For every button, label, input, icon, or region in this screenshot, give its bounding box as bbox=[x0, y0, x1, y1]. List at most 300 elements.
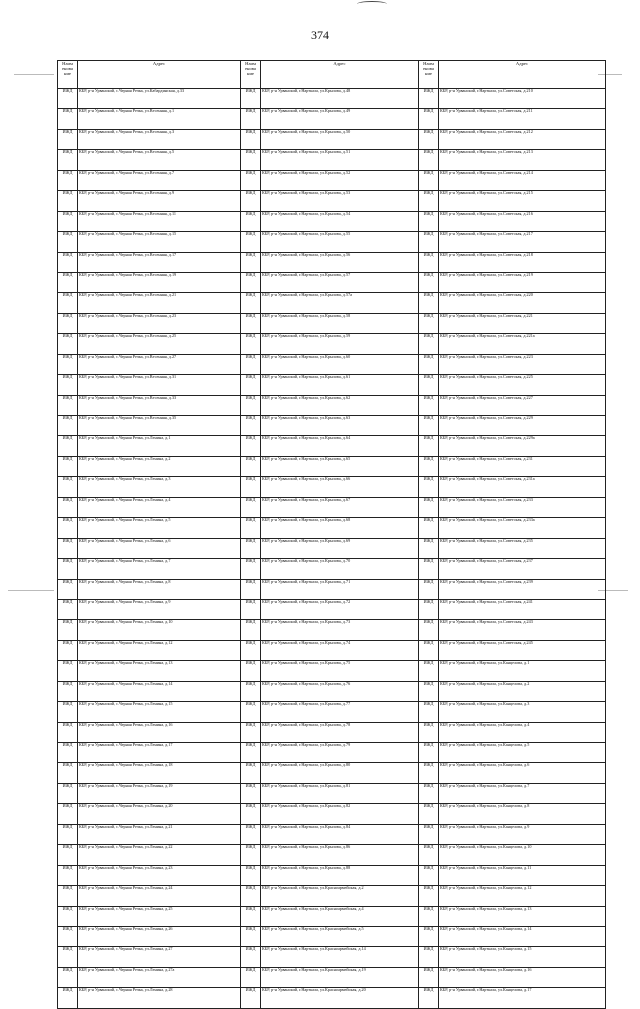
table-row bbox=[58, 661, 606, 681]
cell-type: ИЖД bbox=[419, 518, 439, 538]
cell-address: КБР, р-н Урванский, г.Нарткала, ул.Крылова, д.78 bbox=[261, 722, 419, 742]
cell-type: ИЖД bbox=[241, 456, 261, 476]
cell-address: КБР, р-н Урванский, г.Нарткала, ул.Крылова, д.52 bbox=[261, 170, 419, 190]
cell-type: ИЖД bbox=[241, 293, 261, 313]
cell-address: КБР, р-н Урванский, с.Черная Речка, ул.Весенняя, д.7 bbox=[78, 170, 241, 190]
cell-address: КБР, р-н Урванский, с.Черная Речка, ул.Весенняя, д.15 bbox=[78, 232, 241, 252]
cell-address: КБР, р-н Урванский, г.Нарткала, ул.Крылова, д.50 bbox=[261, 129, 419, 149]
header-address-3: Адрес bbox=[439, 61, 606, 89]
cell-type: ИЖД bbox=[241, 620, 261, 640]
cell-type: ИЖД bbox=[419, 109, 439, 129]
table-header-row bbox=[58, 61, 606, 89]
cell-type: ИЖД bbox=[419, 743, 439, 763]
cell-type: ИЖД bbox=[58, 416, 78, 436]
table-body bbox=[58, 89, 606, 1009]
cell-type: ИЖД bbox=[58, 599, 78, 619]
cell-type: ИЖД bbox=[58, 824, 78, 844]
cell-type: ИЖД bbox=[241, 906, 261, 926]
cell-type: ИЖД bbox=[419, 456, 439, 476]
table-row bbox=[58, 702, 606, 722]
cell-type: ИЖД bbox=[419, 967, 439, 987]
cell-type: ИЖД bbox=[241, 518, 261, 538]
table-row bbox=[58, 947, 606, 967]
cell-address: КБР, р-н Урванский, г.Нарткала, ул.Крылова, д.86 bbox=[261, 845, 419, 865]
cell-address: КБР, р-н Урванский, г.Нарткала, ул.Советская, д.220 bbox=[439, 293, 606, 313]
cell-address: КБР, р-н Урванский, г.Нарткала, ул.Крылова, д.69 bbox=[261, 538, 419, 558]
cell-type: ИЖД bbox=[58, 579, 78, 599]
cell-address: КБР, р-н Урванский, с.Черная Речка, ул.Весенняя, д.21 bbox=[78, 293, 241, 313]
cell-address: КБР, р-н Урванский, г.Нарткала, ул.Крылова, д.72 bbox=[261, 599, 419, 619]
cell-type: ИЖД bbox=[58, 109, 78, 129]
cell-type: ИЖД bbox=[58, 865, 78, 885]
cell-type: ИЖД bbox=[58, 559, 78, 579]
table-row bbox=[58, 191, 606, 211]
cell-type: ИЖД bbox=[58, 722, 78, 742]
cell-type: ИЖД bbox=[58, 89, 78, 109]
cell-type: ИЖД bbox=[419, 702, 439, 722]
cell-type: ИЖД bbox=[58, 456, 78, 476]
cell-type: ИЖД bbox=[58, 395, 78, 415]
cell-type: ИЖД bbox=[419, 211, 439, 231]
cell-type: ИЖД bbox=[241, 783, 261, 803]
cell-type: ИЖД bbox=[58, 211, 78, 231]
cell-address: КБР, р-н Урванский, г.Нарткала, ул.Советская, д.229 bbox=[439, 416, 606, 436]
table-row bbox=[58, 926, 606, 946]
cell-type: ИЖД bbox=[241, 824, 261, 844]
cell-type: ИЖД bbox=[241, 886, 261, 906]
cell-type: ИЖД bbox=[58, 375, 78, 395]
page-number: 374 bbox=[311, 28, 329, 42]
cell-type: ИЖД bbox=[58, 334, 78, 354]
cell-address: КБР, р-н Урванский, г.Нарткала, ул.Крылова, д.76 bbox=[261, 681, 419, 701]
table-row bbox=[58, 824, 606, 844]
cell-address: КБР, р-н Урванский, г.Нарткала, ул.Крылова, д.79 bbox=[261, 743, 419, 763]
cell-type: ИЖД bbox=[58, 129, 78, 149]
cell-address: КБР, р-н Урванский, г.Нарткала, ул.Канцелова, д.9 bbox=[439, 824, 606, 844]
cell-address: КБР, р-н Урванский, с.Черная Речка, ул.Ленина, д.9 bbox=[78, 599, 241, 619]
cell-type: ИЖД bbox=[241, 150, 261, 170]
table-row bbox=[58, 89, 606, 109]
cell-type: ИЖД bbox=[419, 681, 439, 701]
cell-type: ИЖД bbox=[58, 191, 78, 211]
table-row bbox=[58, 620, 606, 640]
cell-type: ИЖД bbox=[58, 661, 78, 681]
table-row bbox=[58, 743, 606, 763]
cell-type: ИЖД bbox=[241, 926, 261, 946]
cell-type: ИЖД bbox=[419, 926, 439, 946]
cell-address: КБР, р-н Урванский, с.Черная Речка, ул.Ленина, д.16 bbox=[78, 722, 241, 742]
cell-address: КБР, р-н Урванский, г.Нарткала, ул.Советская, д.219 bbox=[439, 272, 606, 292]
cell-type: ИЖД bbox=[419, 170, 439, 190]
cell-type: ИЖД bbox=[241, 416, 261, 436]
table-row bbox=[58, 272, 606, 292]
table-row bbox=[58, 886, 606, 906]
cell-type: ИЖД bbox=[419, 313, 439, 333]
table-row bbox=[58, 150, 606, 170]
cell-type: ИЖД bbox=[241, 967, 261, 987]
cell-type: ИЖД bbox=[58, 150, 78, 170]
cell-address: КБР, р-н Урванский, с.Черная Речка, ул.Ленина, д.6 bbox=[78, 538, 241, 558]
cell-address: КБР, р-н Урванский, г.Нарткала, ул.Крылова, д.66 bbox=[261, 477, 419, 497]
header-type-1: Наим енова ние bbox=[58, 61, 78, 89]
cell-type: ИЖД bbox=[58, 272, 78, 292]
cell-address: КБР, р-н Урванский, г.Нарткала, ул.Крылова, д.57а bbox=[261, 293, 419, 313]
cell-address: КБР, р-н Урванский, с.Черная Речка, ул.Ленина, д.27 bbox=[78, 947, 241, 967]
cell-type: ИЖД bbox=[419, 375, 439, 395]
cell-address: КБР, р-н Урванский, г.Нарткала, ул.Крылова, д.65 bbox=[261, 456, 419, 476]
cell-address: КБР, р-н Урванский, г.Нарткала, ул.Крылова, д.75 bbox=[261, 661, 419, 681]
cell-type: ИЖД bbox=[419, 395, 439, 415]
table-row bbox=[58, 170, 606, 190]
cell-type: ИЖД bbox=[419, 129, 439, 149]
cell-address: КБР, р-н Урванский, г.Нарткала, ул.Крылова, д.80 bbox=[261, 763, 419, 783]
cell-address: КБР, р-н Урванский, г.Нарткала, ул.Советская, д.211 bbox=[439, 109, 606, 129]
cell-address: КБР, р-н Урванский, г.Нарткала, ул.Крылова, д.88 bbox=[261, 865, 419, 885]
cell-address: КБР, р-н Урванский, г.Нарткала, ул.Советская, д.245 bbox=[439, 640, 606, 660]
cell-type: ИЖД bbox=[419, 620, 439, 640]
cell-type: ИЖД bbox=[241, 170, 261, 190]
cell-address: КБР, р-н Урванский, с.Черная Речка, ул.Весенняя, д.23 bbox=[78, 313, 241, 333]
cell-address: КБР, р-н Урванский, г.Нарткала, ул.Крылова, д.74 bbox=[261, 640, 419, 660]
cell-address: КБР, р-н Урванский, с.Черная Речка, ул.Весенняя, д.35 bbox=[78, 416, 241, 436]
cell-type: ИЖД bbox=[241, 681, 261, 701]
cell-address: КБР, р-н Урванский, г.Нарткала, ул.Красноармейская, д.20 bbox=[261, 988, 419, 1008]
cell-type: ИЖД bbox=[58, 232, 78, 252]
cell-address: КБР, р-н Урванский, г.Нарткала, ул.Крылова, д.61 bbox=[261, 375, 419, 395]
cell-address: КБР, р-н Урванский, г.Нарткала, ул.Красноармейская, д.2 bbox=[261, 886, 419, 906]
cell-address: КБР, р-н Урванский, г.Нарткала, ул.Крылова, д.62 bbox=[261, 395, 419, 415]
cell-address: КБР, р-н Урванский, г.Нарткала, ул.Крылова, д.51 bbox=[261, 150, 419, 170]
cell-type: ИЖД bbox=[58, 538, 78, 558]
table-row bbox=[58, 518, 606, 538]
cell-type: ИЖД bbox=[241, 354, 261, 374]
cell-address: КБР, р-н Урванский, г.Нарткала, ул.Крылова, д.81 bbox=[261, 783, 419, 803]
cell-type: ИЖД bbox=[419, 988, 439, 1008]
cell-address: КБР, р-н Урванский, г.Нарткала, ул.Крылова, д.67 bbox=[261, 497, 419, 517]
cell-address: КБР, р-н Урванский, с.Черная Речка, ул.Ленина, д.5 bbox=[78, 518, 241, 538]
table-row bbox=[58, 477, 606, 497]
cell-address: КБР, р-н Урванский, г.Нарткала, ул.Крылова, д.58 bbox=[261, 313, 419, 333]
cell-type: ИЖД bbox=[419, 599, 439, 619]
cell-type: ИЖД bbox=[241, 497, 261, 517]
cell-type: ИЖД bbox=[419, 886, 439, 906]
header-address-1: Адрес bbox=[78, 61, 241, 89]
cell-address: КБР, р-н Урванский, с.Черная Речка, ул.Весенняя, д.27 bbox=[78, 354, 241, 374]
scan-mark bbox=[357, 1, 387, 7]
cell-address: КБР, р-н Урванский, г.Нарткала, ул.Крылова, д.84 bbox=[261, 824, 419, 844]
cell-address: КБР, р-н Урванский, с.Черная Речка, ул.Ленина, д.26 bbox=[78, 926, 241, 946]
cell-address: КБР, р-н Урванский, с.Черная Речка, ул.Ленина, д.10 bbox=[78, 620, 241, 640]
table-row bbox=[58, 375, 606, 395]
cell-type: ИЖД bbox=[419, 804, 439, 824]
cell-type: ИЖД bbox=[58, 313, 78, 333]
cell-type: ИЖД bbox=[241, 702, 261, 722]
cell-address: КБР, р-н Урванский, с.Черная Речка, ул.Весенняя, д.33 bbox=[78, 395, 241, 415]
cell-type: ИЖД bbox=[58, 988, 78, 1008]
cell-type: ИЖД bbox=[241, 89, 261, 109]
cell-address: КБР, р-н Урванский, г.Нарткала, ул.Крылова, д.49 bbox=[261, 109, 419, 129]
cell-type: ИЖД bbox=[241, 477, 261, 497]
cell-type: ИЖД bbox=[58, 926, 78, 946]
cell-type: ИЖД bbox=[58, 783, 78, 803]
table-row bbox=[58, 763, 606, 783]
cell-type: ИЖД bbox=[419, 89, 439, 109]
cell-type: ИЖД bbox=[58, 293, 78, 313]
table-row bbox=[58, 579, 606, 599]
cell-address: КБР, р-н Урванский, г.Нарткала, ул.Канцелова, д.4 bbox=[439, 722, 606, 742]
cell-address: КБР, р-н Урванский, с.Черная Речка, ул.Ленина, д.25 bbox=[78, 906, 241, 926]
table-row bbox=[58, 804, 606, 824]
table-row bbox=[58, 845, 606, 865]
table-row bbox=[58, 681, 606, 701]
cell-type: ИЖД bbox=[58, 886, 78, 906]
cell-address: КБР, р-н Урванский, с.Черная Речка, ул.Ленина, д.13 bbox=[78, 661, 241, 681]
cell-address: КБР, р-н Урванский, г.Нарткала, ул.Советская, д.229а bbox=[439, 436, 606, 456]
cell-address: КБР, р-н Урванский, г.Нарткала, ул.Крылова, д.55 bbox=[261, 232, 419, 252]
cell-address: КБР, р-н Урванский, г.Нарткала, ул.Советская, д.243 bbox=[439, 620, 606, 640]
table-row bbox=[58, 640, 606, 660]
cell-address: КБР, р-н Урванский, с.Черная Речка, ул.Ленина, д.22 bbox=[78, 845, 241, 865]
cell-address: КБР, р-н Урванский, г.Нарткала, ул.Советская, д.231 bbox=[439, 456, 606, 476]
cell-type: ИЖД bbox=[419, 722, 439, 742]
cell-address: КБР, р-н Урванский, с.Черная Речка, ул.Ленина, д.8 bbox=[78, 579, 241, 599]
table-row bbox=[58, 252, 606, 272]
cell-address: КБР, р-н Урванский, г.Нарткала, ул.Советская, д.212 bbox=[439, 129, 606, 149]
cell-address: КБР, р-н Урванский, с.Черная Речка, ул.Весенняя, д.25 bbox=[78, 334, 241, 354]
table-row bbox=[58, 538, 606, 558]
cell-type: ИЖД bbox=[58, 620, 78, 640]
cell-address: КБР, р-н Урванский, г.Нарткала, ул.Советская, д.225 bbox=[439, 375, 606, 395]
cell-type: ИЖД bbox=[241, 559, 261, 579]
cell-type: ИЖД bbox=[58, 477, 78, 497]
cell-address: КБР, р-н Урванский, г.Нарткала, ул.Канцелова, д.6 bbox=[439, 763, 606, 783]
cell-address: КБР, р-н Урванский, г.Нарткала, ул.Советская, д.231а bbox=[439, 477, 606, 497]
cell-type: ИЖД bbox=[419, 293, 439, 313]
cell-address: КБР, р-н Урванский, г.Нарткала, ул.Канцелова, д.13 bbox=[439, 906, 606, 926]
cell-type: ИЖД bbox=[419, 232, 439, 252]
cell-address: КБР, р-н Урванский, с.Черная Речка, ул.Ленина, д.19 bbox=[78, 783, 241, 803]
cell-type: ИЖД bbox=[58, 947, 78, 967]
cell-address: КБР, р-н Урванский, г.Нарткала, ул.Советская, д.233 bbox=[439, 497, 606, 517]
cell-type: ИЖД bbox=[241, 599, 261, 619]
cell-address: КБР, р-н Урванский, г.Нарткала, ул.Крылова, д.54 bbox=[261, 211, 419, 231]
cell-address: КБР, р-н Урванский, с.Черная Речка, ул.Ленина, д.1 bbox=[78, 436, 241, 456]
cell-address: КБР, р-н Урванский, г.Нарткала, ул.Канцелова, д.7 bbox=[439, 783, 606, 803]
cell-type: ИЖД bbox=[241, 763, 261, 783]
cell-type: ИЖД bbox=[241, 845, 261, 865]
cell-type: ИЖД bbox=[419, 906, 439, 926]
cell-address: КБР, р-н Урванский, г.Нарткала, ул.Советская, д.210 bbox=[439, 89, 606, 109]
cell-address: КБР, р-н Урванский, с.Черная Речка, ул.Ленина, д.21 bbox=[78, 824, 241, 844]
cell-address: КБР, р-н Урванский, г.Нарткала, ул.Крылова, д.48 bbox=[261, 89, 419, 109]
cell-address: КБР, р-н Урванский, г.Нарткала, ул.Крылова, д.73 bbox=[261, 620, 419, 640]
cell-address: КБР, р-н Урванский, с.Черная Речка, ул.Кабардинская, д.33 bbox=[78, 89, 241, 109]
cell-address: КБР, р-н Урванский, г.Нарткала, ул.Советская, д.235 bbox=[439, 538, 606, 558]
cell-address: КБР, р-н Урванский, г.Нарткала, ул.Крылова, д.82 bbox=[261, 804, 419, 824]
cell-address: КБР, р-н Урванский, с.Черная Речка, ул.Ленина, д.2 bbox=[78, 456, 241, 476]
cell-type: ИЖД bbox=[241, 538, 261, 558]
cell-address: КБР, р-н Урванский, г.Нарткала, ул.Советская, д.216 bbox=[439, 211, 606, 231]
cell-type: ИЖД bbox=[419, 640, 439, 660]
cell-address: КБР, р-н Урванский, г.Нарткала, ул.Крылова, д.63 bbox=[261, 416, 419, 436]
cell-type: ИЖД bbox=[241, 129, 261, 149]
cell-type: ИЖД bbox=[241, 109, 261, 129]
table-row bbox=[58, 354, 606, 374]
cell-type: ИЖД bbox=[241, 722, 261, 742]
cell-address: КБР, р-н Урванский, г.Нарткала, ул.Крылова, д.77 bbox=[261, 702, 419, 722]
cell-address: КБР, р-н Урванский, г.Нарткала, ул.Красноармейская, д.4 bbox=[261, 906, 419, 926]
cell-address: КБР, р-н Урванский, г.Нарткала, ул.Крылова, д.56 bbox=[261, 252, 419, 272]
cell-address: КБР, р-н Урванский, с.Черная Речка, ул.Весенняя, д.31 bbox=[78, 375, 241, 395]
cell-type: ИЖД bbox=[419, 436, 439, 456]
table-row bbox=[58, 416, 606, 436]
cell-address: КБР, р-н Урванский, г.Нарткала, ул.Советская, д.233а bbox=[439, 518, 606, 538]
table-row bbox=[58, 722, 606, 742]
cell-address: КБР, р-н Урванский, с.Черная Речка, ул.Ленина, д.27а bbox=[78, 967, 241, 987]
header-type-3: Наим енова ние bbox=[419, 61, 439, 89]
cell-type: ИЖД bbox=[419, 559, 439, 579]
cell-type: ИЖД bbox=[419, 334, 439, 354]
table-row bbox=[58, 559, 606, 579]
cell-type: ИЖД bbox=[241, 375, 261, 395]
cell-type: ИЖД bbox=[419, 538, 439, 558]
cell-type: ИЖД bbox=[241, 395, 261, 415]
margin-rule-left bbox=[8, 590, 54, 591]
cell-type: ИЖД bbox=[58, 252, 78, 272]
cell-type: ИЖД bbox=[58, 763, 78, 783]
header-address-2: Адрес bbox=[261, 61, 419, 89]
table-row bbox=[58, 783, 606, 803]
cell-type: ИЖД bbox=[241, 334, 261, 354]
cell-type: ИЖД bbox=[419, 497, 439, 517]
cell-type: ИЖД bbox=[419, 947, 439, 967]
table-row bbox=[58, 293, 606, 313]
cell-type: ИЖД bbox=[241, 436, 261, 456]
cell-type: ИЖД bbox=[58, 743, 78, 763]
table-row bbox=[58, 988, 606, 1008]
cell-type: ИЖД bbox=[58, 354, 78, 374]
table-row bbox=[58, 232, 606, 252]
cell-type: ИЖД bbox=[241, 191, 261, 211]
cell-type: ИЖД bbox=[241, 988, 261, 1008]
cell-address: КБР, р-н Урванский, с.Черная Речка, ул.Весенняя, д.3 bbox=[78, 129, 241, 149]
table-row bbox=[58, 865, 606, 885]
cell-type: ИЖД bbox=[241, 252, 261, 272]
cell-type: ИЖД bbox=[58, 702, 78, 722]
cell-address: КБР, р-н Урванский, с.Черная Речка, ул.Ленина, д.20 bbox=[78, 804, 241, 824]
cell-address: КБР, р-н Урванский, г.Нарткала, ул.Советская, д.221а bbox=[439, 334, 606, 354]
cell-address: КБР, р-н Урванский, г.Нарткала, ул.Советская, д.237 bbox=[439, 559, 606, 579]
cell-address: КБР, р-н Урванский, с.Черная Речка, ул.Ленина, д.24 bbox=[78, 886, 241, 906]
cell-address: КБР, р-н Урванский, г.Нарткала, ул.Канцелова, д.16 bbox=[439, 967, 606, 987]
cell-address: КБР, р-н Урванский, г.Нарткала, ул.Крылова, д.64 bbox=[261, 436, 419, 456]
cell-type: ИЖД bbox=[419, 783, 439, 803]
cell-address: КБР, р-н Урванский, г.Нарткала, ул.Крылова, д.70 bbox=[261, 559, 419, 579]
cell-address: КБР, р-н Урванский, г.Нарткала, ул.Канцелова, д.12 bbox=[439, 886, 606, 906]
cell-address: КБР, р-н Урванский, г.Нарткала, ул.Канцелова, д.3 bbox=[439, 702, 606, 722]
cell-type: ИЖД bbox=[419, 416, 439, 436]
table-row bbox=[58, 599, 606, 619]
cell-type: ИЖД bbox=[58, 804, 78, 824]
margin-rule-left bbox=[14, 74, 54, 75]
cell-type: ИЖД bbox=[419, 865, 439, 885]
cell-address: КБР, р-н Урванский, с.Черная Речка, ул.Весенняя, д.11 bbox=[78, 211, 241, 231]
cell-address: КБР, р-н Урванский, с.Черная Речка, ул.Ленина, д.4 bbox=[78, 497, 241, 517]
cell-address: КБР, р-н Урванский, г.Нарткала, ул.Крылова, д.59 bbox=[261, 334, 419, 354]
table-row bbox=[58, 395, 606, 415]
cell-type: ИЖД bbox=[419, 272, 439, 292]
cell-address: КБР, р-н Урванский, г.Нарткала, ул.Советская, д.214 bbox=[439, 170, 606, 190]
cell-type: ИЖД bbox=[419, 579, 439, 599]
cell-type: ИЖД bbox=[241, 579, 261, 599]
cell-address: КБР, р-н Урванский, с.Черная Речка, ул.Весенняя, д.19 bbox=[78, 272, 241, 292]
cell-address: КБР, р-н Урванский, с.Черная Речка, ул.Ленина, д.3 bbox=[78, 477, 241, 497]
cell-type: ИЖД bbox=[419, 191, 439, 211]
cell-type: ИЖД bbox=[58, 906, 78, 926]
cell-address: КБР, р-н Урванский, г.Нарткала, ул.Советская, д.218 bbox=[439, 252, 606, 272]
cell-address: КБР, р-н Урванский, г.Нарткала, ул.Советская, д.221 bbox=[439, 313, 606, 333]
header-type-2: Наим енова ние bbox=[241, 61, 261, 89]
cell-type: ИЖД bbox=[58, 497, 78, 517]
cell-address: КБР, р-н Урванский, с.Черная Речка, ул.Ленина, д.14 bbox=[78, 681, 241, 701]
table-row bbox=[58, 497, 606, 517]
cell-address: КБР, р-н Урванский, г.Нарткала, ул.Канцелова, д.15 bbox=[439, 947, 606, 967]
cell-type: ИЖД bbox=[241, 232, 261, 252]
cell-address: КБР, р-н Урванский, г.Нарткала, ул.Советская, д.215 bbox=[439, 191, 606, 211]
cell-address: КБР, р-н Урванский, г.Нарткала, ул.Канцелова, д.17 bbox=[439, 988, 606, 1008]
table-row bbox=[58, 967, 606, 987]
cell-address: КБР, р-н Урванский, г.Нарткала, ул.Крылова, д.60 bbox=[261, 354, 419, 374]
table-row bbox=[58, 456, 606, 476]
cell-type: ИЖД bbox=[241, 211, 261, 231]
cell-address: КБР, р-н Урванский, г.Нарткала, ул.Крылова, д.53 bbox=[261, 191, 419, 211]
cell-address: КБР, р-н Урванский, г.Нарткала, ул.Канцелова, д.1 bbox=[439, 661, 606, 681]
table-row bbox=[58, 211, 606, 231]
cell-address: КБР, р-н Урванский, с.Черная Речка, ул.Весенняя, д.9 bbox=[78, 191, 241, 211]
cell-type: ИЖД bbox=[241, 743, 261, 763]
table-row bbox=[58, 129, 606, 149]
cell-type: ИЖД bbox=[58, 436, 78, 456]
cell-address: КБР, р-н Урванский, с.Черная Речка, ул.Ленина, д.7 bbox=[78, 559, 241, 579]
cell-address: КБР, р-н Урванский, г.Нарткала, ул.Красноармейская, д.5 bbox=[261, 926, 419, 946]
cell-address: КБР, р-н Урванский, г.Нарткала, ул.Канцелова, д.5 bbox=[439, 743, 606, 763]
cell-address: КБР, р-н Урванский, с.Черная Речка, ул.Весенняя, д.1 bbox=[78, 109, 241, 129]
cell-type: ИЖД bbox=[419, 763, 439, 783]
cell-address: КБР, р-н Урванский, с.Черная Речка, ул.Ленина, д.17 bbox=[78, 743, 241, 763]
cell-type: ИЖД bbox=[58, 518, 78, 538]
cell-type: ИЖД bbox=[58, 681, 78, 701]
cell-address: КБР, р-н Урванский, г.Нарткала, ул.Советская, д.213 bbox=[439, 150, 606, 170]
table-row bbox=[58, 436, 606, 456]
cell-type: ИЖД bbox=[419, 477, 439, 497]
cell-type: ИЖД bbox=[241, 804, 261, 824]
cell-address: КБР, р-н Урванский, г.Нарткала, ул.Крылова, д.68 bbox=[261, 518, 419, 538]
cell-type: ИЖД bbox=[58, 640, 78, 660]
table-row bbox=[58, 906, 606, 926]
cell-address: КБР, р-н Урванский, г.Нарткала, ул.Канцелова, д.10 bbox=[439, 845, 606, 865]
cell-type: ИЖД bbox=[58, 170, 78, 190]
cell-type: ИЖД bbox=[419, 661, 439, 681]
cell-type: ИЖД bbox=[241, 865, 261, 885]
cell-type: ИЖД bbox=[419, 150, 439, 170]
cell-address: КБР, р-н Урванский, с.Черная Речка, ул.Весенняя, д.5 bbox=[78, 150, 241, 170]
cell-type: ИЖД bbox=[419, 252, 439, 272]
cell-address: КБР, р-н Урванский, г.Нарткала, ул.Канцелова, д.11 bbox=[439, 865, 606, 885]
cell-address: КБР, р-н Урванский, с.Черная Речка, ул.Ленина, д.28 bbox=[78, 988, 241, 1008]
cell-type: ИЖД bbox=[419, 845, 439, 865]
cell-address: КБР, р-н Урванский, г.Нарткала, ул.Красноармейская, д.19 bbox=[261, 967, 419, 987]
cell-type: ИЖД bbox=[241, 640, 261, 660]
